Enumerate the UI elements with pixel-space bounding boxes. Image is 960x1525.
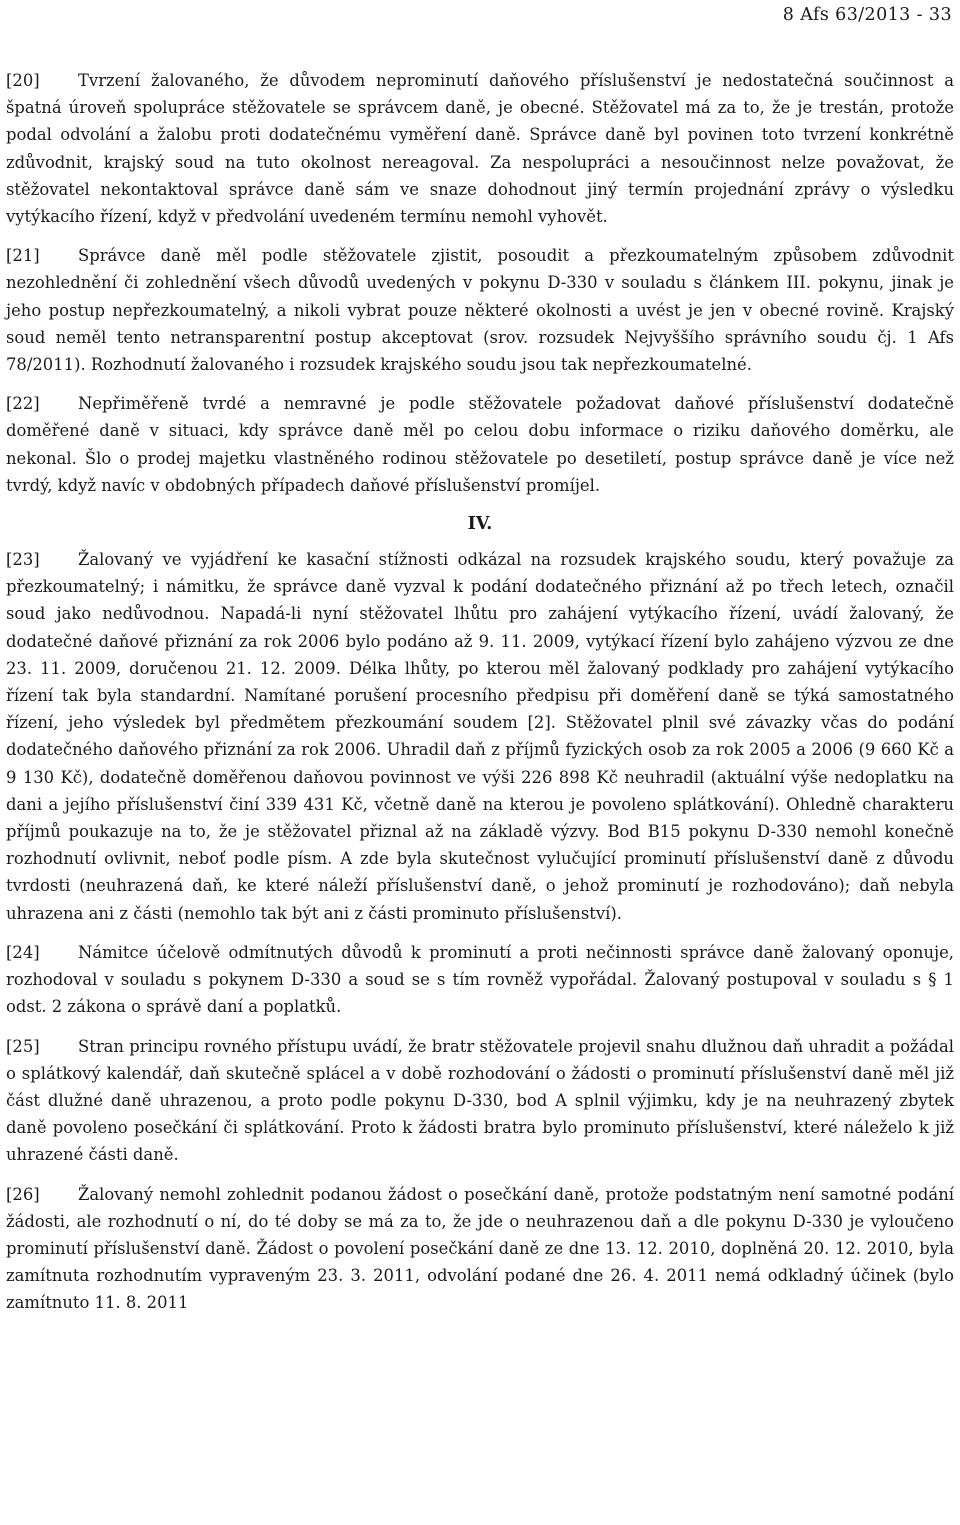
paragraph-26 [6, 1181, 954, 1317]
paragraph-22 [6, 390, 954, 499]
paragraph-number: [23] [6, 550, 40, 570]
paragraph-text: Stran principu rovného přístupu uvádí, že bratr stěžovatele projevil snahu dlužnou daň uhradit a požádal o splátkový kalendář, daň skutečně splácel a v době rozhodování o žádosti o prominutí příslušenství daně měl již část dlužné daně uhrazenou, a proto podle pokynu D-330, bod A splnil výjimku, kdy je na neuhrazený zbytek daně povoleno posečkání či splátkování. Proto k žádosti bratra bylo prominuto příslušenství, které náleželo k již uhrazené části daně. [6, 1036, 954, 1165]
paragraph-text: Žalovaný ve vyjádření ke kasační stížnosti odkázal na rozsudek krajského soudu, který považuje za přezkoumatelný; i námitku, že správce daně vyzval k podání dodatečného přiznání až po třech letech, označil soud jako nedůvodnou. Napadá-li nyní stěžovatel lhůtu pro zahájení vytýkacího řízení, uvádí žalovaný, že dodatečné daňové přiznání za rok 2006 bylo podáno až 9. 11. 2009, vytýkací řízení bylo zahájeno výzvou ze dne 23. 11. 2009, doručenou 21. 12. 2009. Délka lhůty, po kterou měl žalovaný podklady pro zahájení vytýkacího řízení tak byla standardní. Namítané porušení procesního předpisu při doměření daně se týká samostatného řízení, jeho výsledek byl předmětem přezkoumání soudem [2]. Stěžovatel plnil své závazky včas do podání dodatečného daňového přiznání za rok 2006. Uhradil daň z příjmů fyzických osob za rok 2005 a 2006 (9 660 Kč a 9 130 Kč), dodatečně doměřenou daňovou povinnost ve výši 226 898 Kč neuhradil (aktuální výše nedoplatku na dani a jejího příslušenství činí 339 431 Kč, včetně daně na kterou je povoleno splátkování). Ohledně charakteru příjmů poukazuje na to, že je stěžovatel přiznal až na základě výzvy. Bod B15 pokynu D-330 nemohl konečně rozhodnutí ovlivnit, neboť podle písm. A zde byla skutečnost vylučující prominutí příslušenství daně z důvodu tvrdosti (neuhrazená daň, ke které náleží příslušenství daně, o jehož prominutí je rozhodováno); daň nebyla uhrazena ani z části (nemohlo tak být ani z části prominuto příslušenství). [6, 550, 954, 923]
paragraph-number: [26] [6, 1184, 40, 1204]
paragraph-number: [24] [6, 942, 40, 962]
paragraph-number: [25] [6, 1036, 40, 1056]
paragraph-20 [6, 67, 954, 230]
section-heading: IV. [467, 514, 493, 535]
paragraph-number: [20] [6, 71, 40, 90]
page-reference: 8 Afs 63/2013 - 33 [782, 5, 952, 25]
paragraph-text: Námitce účelově odmítnutých důvodů k prominutí a proti nečinnosti správce daně žalovaný oponuje, rozhodoval v souladu s pokynem D-330 a soud se s tím rovněž vypořádal. Žalovaný postupoval v souladu s § 1 odst. 2 zákona o správě daní a poplatků. [6, 942, 954, 1017]
paragraph-21 [6, 242, 954, 378]
paragraph-text: Tvrzení žalovaného, že důvodem neprominutí daňového příslušenství je nedostatečná součinnost a špatná úroveň spolupráce stěžovatele se správcem daně, je obecné. Stěžovatel má za to, že je trestán, protože podal odvolání a žalobu proti dodatečnému vyměření daně. Správce daně byl povinen toto tvrzení konkrétně zdůvodnit, krajský soud na tuto okolnost nereagoval. Za nespolupráci a nesoučinnost nelze považovat, že stěžovatel nekontaktoval správce daně sám ve snaze dohodnout jiný termín projednání zprávy o výsledku vytýkacího řízení, když v předvolání uvedeném termínu nemohl vyhovět. [6, 71, 954, 227]
paragraph-text: Správce daně měl podle stěžovatele zjistit, posoudit a přezkoumatelným způsobem zdůvodnit nezohlednění či zohlednění všech důvodů uvedených v pokynu D-330 v souladu s článkem III. pokynu, jinak je jeho postup nepřezkoumatelný, a nikoli vybrat pouze některé okolnosti a uvést je jen v obecné rovině. Krajský soud neměl tento netransparentní postup akceptovat (srov. rozsudek Nejvyššího správního soudu čj. 1 Afs 78/2011). Rozhodnutí žalovaného i rozsudek krajského soudu jsou tak nepřezkoumatelné. [6, 246, 954, 375]
paragraph-text: Nepřiměřeně tvrdé a nemravné je podle stěžovatele požadovat daňové příslušenství dodatečně doměřené daně v situaci, kdy správce daně měl po celou dobu informace o riziku daňového doměrku, ale nekonal. Šlo o prodej majetku vlastněného rodinou stěžovatele po desetiletí, postup správce daně je více než tvrdý, když navíc v obdobných případech daňové příslušenství promíjel. [6, 394, 954, 495]
paragraph-25 [6, 1033, 954, 1169]
document-body [6, 67, 954, 1317]
paragraph-text: Žalovaný nemohl zohlednit podanou žádost o posečkání daně, protože podstatným není samotné podání žádosti, ale rozhodnutí o ní, do té doby se má za to, že jde o neuhrazenou daň a dle pokynu D-330 je vyloučeno prominutí příslušenství daně. Žádost o povolení posečkání daně ze dne 13. 12. 2010, doplněná 20. 12. 2010, byla zamítnuta rozhodnutím vypraveným 23. 3. 2011, odvolání podané dne 26. 4. 2011 nemá odkladný účinek (bylo zamítnuto 11. 8. 2011 [6, 1184, 954, 1313]
paragraph-24 [6, 939, 954, 1021]
paragraph-number: [21] [6, 246, 40, 266]
paragraph-number: [22] [6, 394, 40, 414]
paragraph-23 [6, 546, 954, 927]
